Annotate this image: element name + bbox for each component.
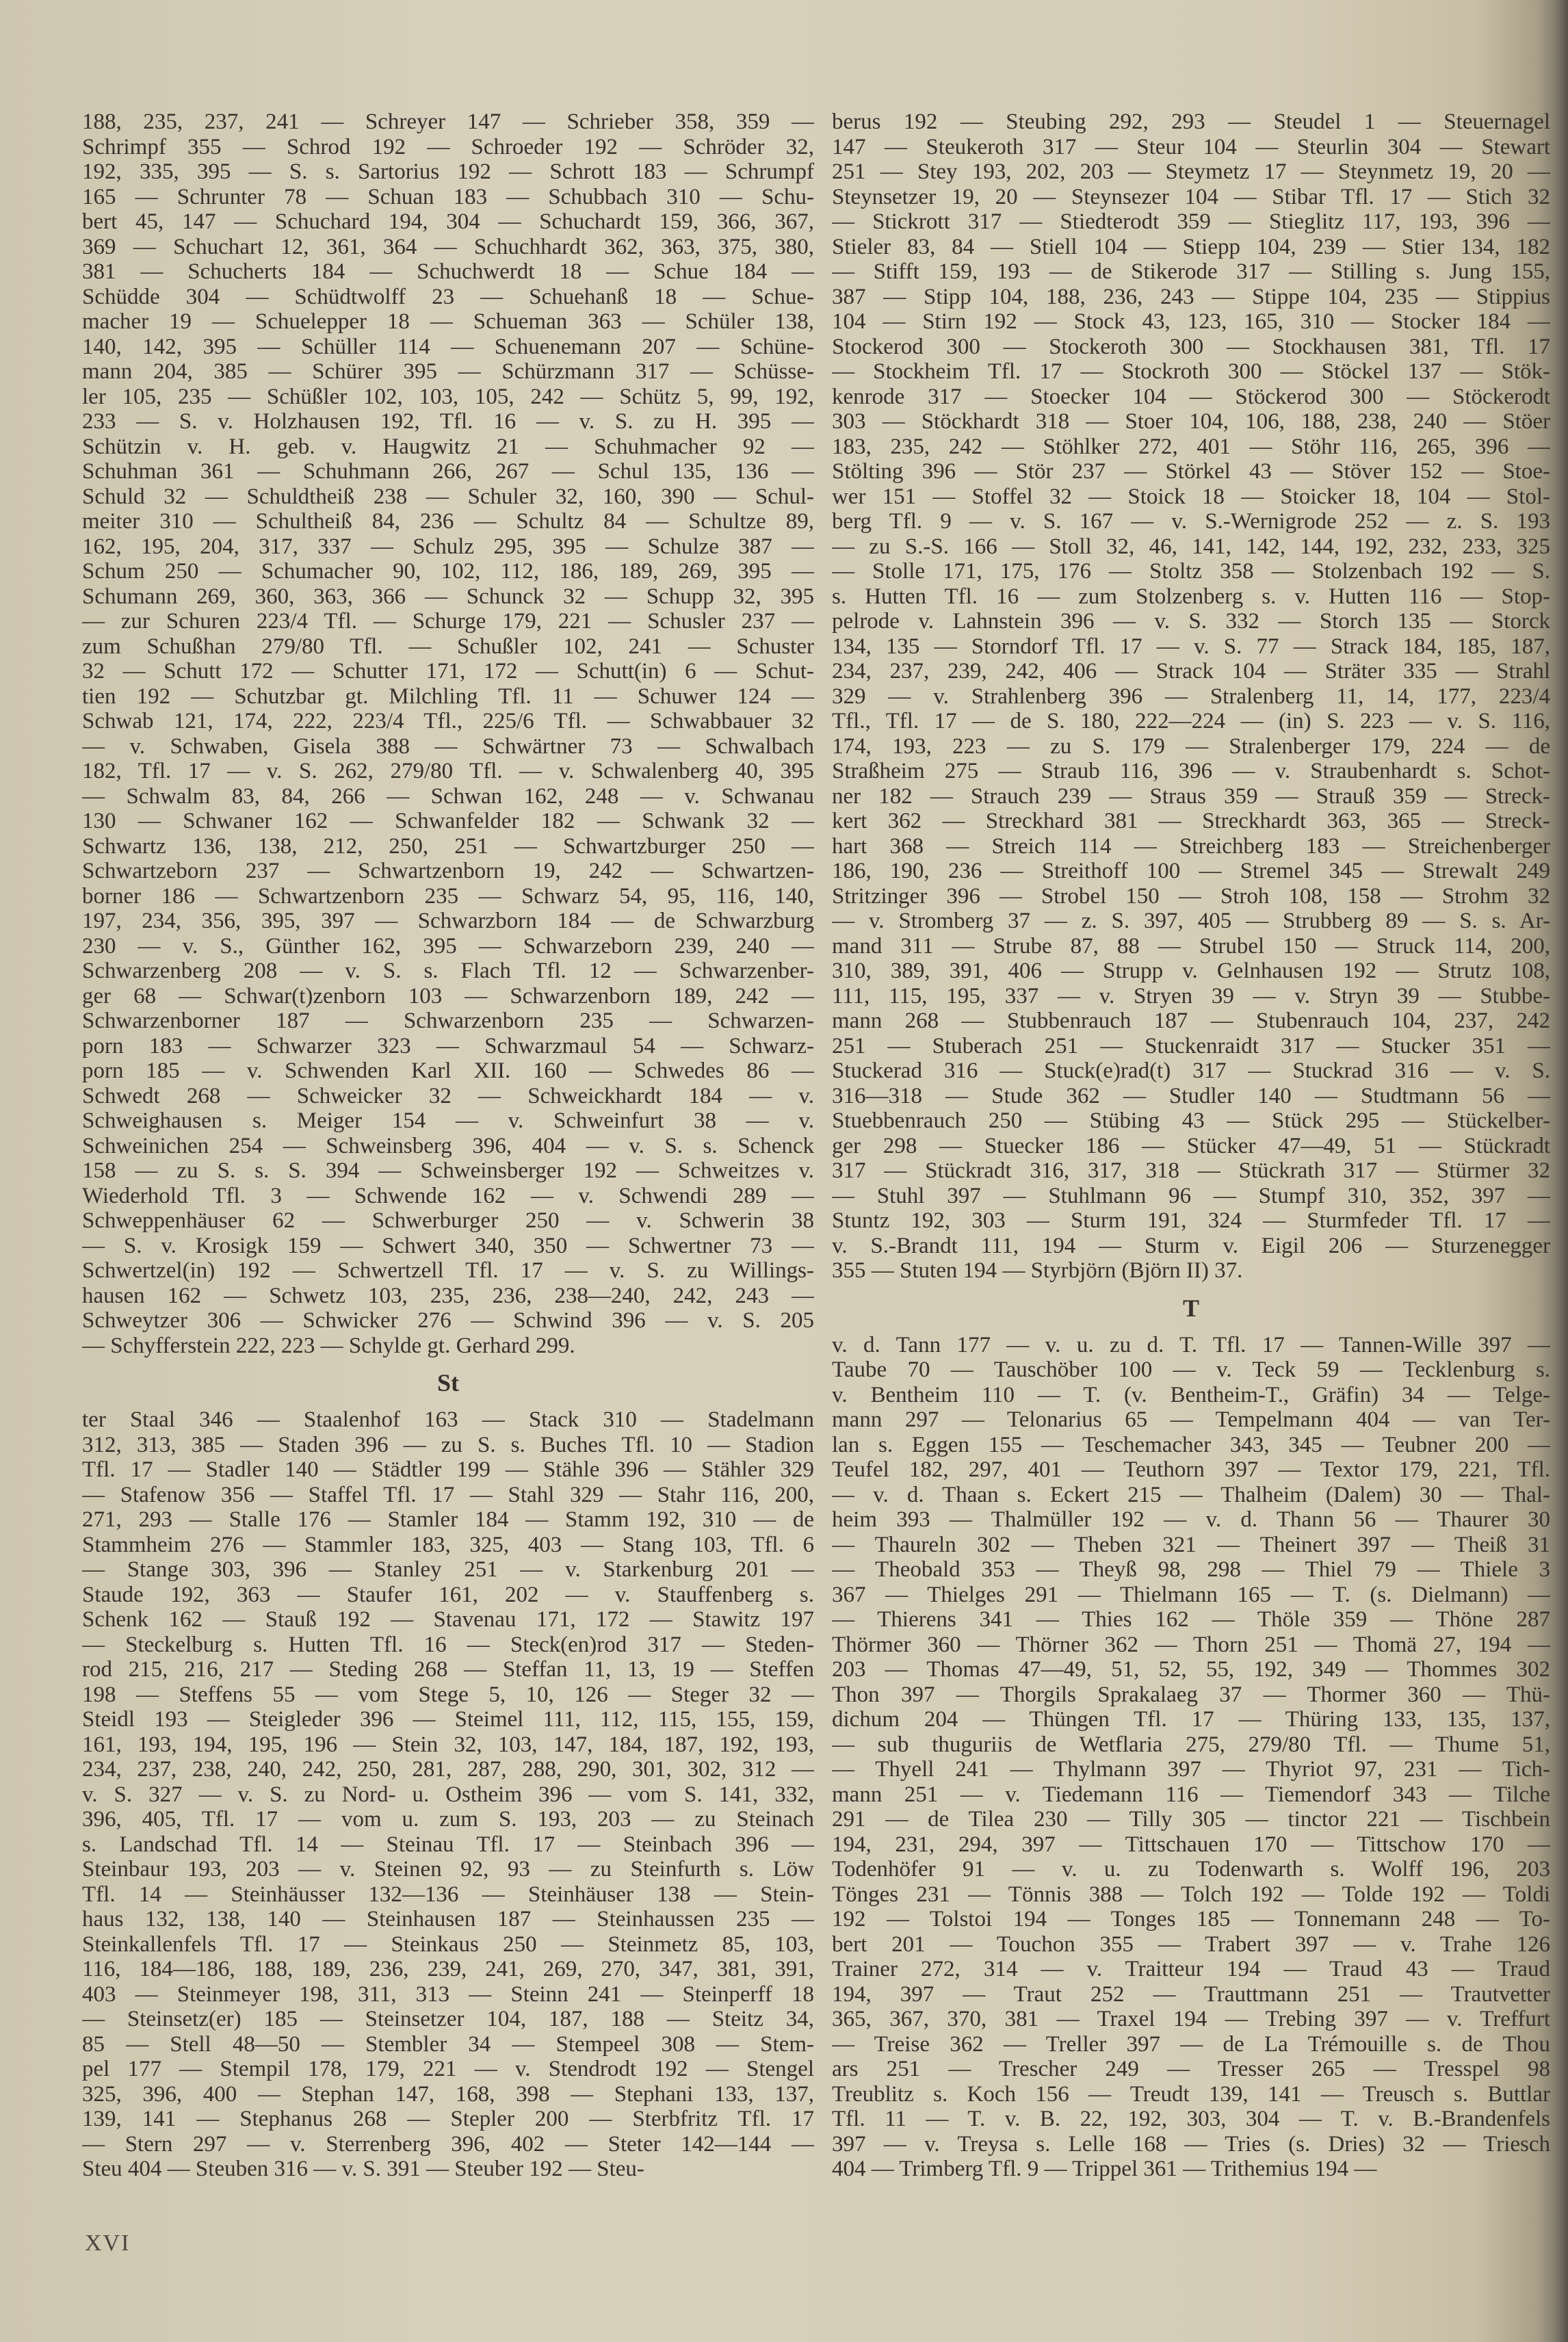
index-line: 147 — Steukeroth 317 — Steur 104 — Steurlin 304 — Stewart	[832, 134, 1550, 159]
index-line: 182, Tfl. 17 — v. S. 262, 279/80 Tfl. — v. Schwalenberg 40, 395	[82, 759, 814, 783]
index-line: Stieler 83, 84 — Stiell 104 — Stiepp 104, 239 — Stier 134, 182	[832, 234, 1550, 259]
index-line: — zu S.-S. 166 — Stoll 32, 46, 141, 142, 144, 192, 232, 233, 325	[832, 534, 1550, 559]
index-line: — Treise 362 — Treller 397 — de La Trémouille s. de Thou	[832, 2031, 1550, 2057]
index-line: Schwertzel(in) 192 — Schwertzell Tfl. 17 — v. S. zu Willings-	[82, 1258, 814, 1283]
index-line: ter Staal 346 — Staalenhof 163 — Stack 310 — Stadelmann	[82, 1407, 814, 1432]
index-line: bert 45, 147 — Schuchard 194, 304 — Schuchardt 159, 366, 367,	[82, 209, 814, 234]
index-line: Taube 70 — Tauschöber 100 — v. Teck 59 — Tecklenburg s.	[832, 1357, 1550, 1382]
index-line: — Stern 297 — v. Sterrenberg 396, 402 — Steter 142—144 —	[82, 2131, 814, 2157]
index-line: — Schwalm 83, 84, 266 — Schwan 162, 248 — v. Schwanau	[82, 783, 814, 809]
index-line: ger 68 — Schwar(t)zenborn 103 — Schwarzenborn 189, 242 —	[82, 983, 814, 1009]
index-line: v. S.-Brandt 111, 194 — Sturm v. Eigil 206 — Sturzenegger	[832, 1233, 1550, 1258]
index-line: 404 — Trimberg Tfl. 9 — Trippel 361 — Trithemius 194 —	[832, 2157, 1377, 2181]
index-line: pelrode v. Lahnstein 396 — v. S. 332 — Storch 135 — Storck	[832, 609, 1550, 634]
index-line: — Thyell 241 — Thylmann 397 — Thyriot 97, 231 — Tich-	[832, 1757, 1550, 1782]
index-line: mand 311 — Strube 87, 88 — Strubel 150 — Struck 114, 200,	[832, 933, 1550, 959]
index-line: kert 362 — Streckhard 381 — Streckhardt 363, 365 — Streck-	[832, 809, 1550, 833]
index-line: Stölting 396 — Stör 237 — Störkel 43 — Stöver 152 — Stoe-	[832, 459, 1550, 484]
index-line: hart 368 — Streich 114 — Streichberg 183 — Streichenberger	[832, 833, 1550, 859]
index-line: 233 — S. v. Holzhausen 192, Tfl. 16 — v. S. zu H. 395 —	[82, 409, 814, 434]
index-line: 329 — v. Strahlenberg 396 — Stralenberg 11, 14, 177, 223/4	[832, 684, 1550, 709]
index-line: tien 192 — Schutzbar gt. Milchling Tfl. 11 — Schuwer 124 —	[82, 684, 814, 709]
index-line: 165 — Schrunter 78 — Schuan 183 — Schubbach 310 — Schu-	[82, 184, 814, 209]
index-line: Stuebbenrauch 250 — Stübing 43 — Stück 295 — Stückelber-	[832, 1108, 1550, 1133]
index-line: mann 268 — Stubbenrauch 187 — Stubenrauch 104, 237, 242	[832, 1009, 1550, 1033]
index-line: 174, 193, 223 — zu S. 179 — Stralenberger 179, 224 — de	[832, 733, 1550, 759]
index-line: berg Tfl. 9 — v. S. 167 — v. S.-Wernigrode 252 — z. S. 193	[832, 509, 1550, 534]
index-line: — Stafenow 356 — Staffel Tfl. 17 — Stahl 329 — Stahr 116, 200,	[82, 1482, 814, 1507]
index-line: 32 — Schutt 172 — Schutter 171, 172 — Schutt(in) 6 — Schut-	[82, 659, 814, 684]
index-line: Schweppenhäuser 62 — Schwerburger 250 — v. Schwerin 38	[82, 1208, 814, 1233]
index-line: — Stockheim Tfl. 17 — Stockroth 300 — Stöckel 137 — Stök-	[832, 359, 1550, 384]
index-line: 381 — Schucherts 184 — Schuchwerdt 18 — Schue 184 —	[82, 259, 814, 284]
index-line: 365, 367, 370, 381 — Traxel 194 — Trebing 397 — v. Treffurt	[832, 2007, 1550, 2031]
index-line: berus 192 — Steubing 292, 293 — Steudel 1 — Steuernagel	[832, 109, 1550, 134]
index-line: Schwartzeborn 237 — Schwartzenborn 19, 242 — Schwartzen-	[82, 859, 814, 883]
index-line: Staude 192, 363 — Staufer 161, 202 — v. Stauffenberg s.	[82, 1582, 814, 1607]
index-line: 186, 190, 236 — Streithoff 100 — Stremel 345 — Strewalt 249	[832, 859, 1550, 883]
index-line: 198 — Steffens 55 — vom Stege 5, 10, 126 — Steger 32 —	[82, 1682, 814, 1707]
index-block-t	[832, 1333, 1550, 2182]
index-line: Schweinichen 254 — Schweinsberg 396, 404 — v. S. s. Schenck	[82, 1133, 814, 1158]
index-line: s. Landschad Tfl. 14 — Steinau Tfl. 17 — Steinbach 396 —	[82, 1832, 814, 1857]
index-line: heim 393 — Thalmüller 192 — v. d. Thann 56 — Thaurer 30	[832, 1507, 1550, 1532]
left-column	[82, 109, 814, 2182]
index-line: 192, 335, 395 — S. s. Sartorius 192 — Schrott 183 — Schrumpf	[82, 159, 814, 184]
index-line: 192 — Tolstoi 194 — Tonges 185 — Tonnemann 248 — To-	[832, 1907, 1550, 1931]
index-block-st	[82, 1407, 814, 2182]
index-line: Schweighausen s. Meiger 154 — v. Schweinfurt 38 — v.	[82, 1108, 814, 1133]
index-line: — sub thuguriis de Wetflaria 275, 279/80 Tfl. — Thume 51,	[832, 1732, 1550, 1757]
section-heading-st: St	[436, 1369, 459, 1396]
index-line: 197, 234, 356, 395, 397 — Schwarzborn 184 — de Schwarzburg	[82, 909, 814, 933]
index-line: 161, 193, 194, 195, 196 — Stein 32, 103, 147, 184, 187, 192, 193,	[82, 1732, 814, 1757]
index-line: Tfl. 14 — Steinhäusser 132—136 — Steinhäuser 138 — Stein-	[82, 1882, 814, 1907]
page-number: XVI	[85, 2230, 131, 2256]
index-line: — v. Schwaben, Gisela 388 — Schwärtner 73 — Schwalbach	[82, 733, 814, 759]
index-line: 312, 313, 385 — Staden 396 — zu S. s. Buches Tfl. 10 — Stadion	[82, 1432, 814, 1457]
index-line: Schweytzer 306 — Schwicker 276 — Schwind 396 — v. S. 205	[82, 1308, 814, 1333]
index-line: Steidl 193 — Steigleder 396 — Steimel 111, 112, 115, 155, 159,	[82, 1707, 814, 1732]
index-line: 317 — Stückradt 316, 317, 318 — Stückrath 317 — Stürmer 32	[832, 1158, 1550, 1183]
index-line: Schumann 269, 360, 363, 366 — Schunck 32 — Schupp 32, 395	[82, 584, 814, 609]
index-line: wer 151 — Stoffel 32 — Stoick 18 — Stoicker 18, 104 — Stol-	[832, 484, 1550, 509]
index-line: — Steinsetz(er) 185 — Steinsetzer 104, 187, 188 — Steitz 34,	[82, 2007, 814, 2031]
index-line: Tfl., Tfl. 17 — de S. 180, 222—224 — (in) S. 223 — v. S. 116,	[832, 709, 1550, 733]
index-line: 355 — Stuten 194 — Styrbjörn (Björn II) 37.	[832, 1258, 1243, 1283]
index-line: 316—318 — Stude 362 — Studler 140 — Studtmann 56 —	[832, 1083, 1550, 1108]
index-line: ars 251 — Trescher 249 — Tresser 265 — Tresspel 98	[832, 2057, 1550, 2081]
index-line: Schwedt 268 — Schweicker 32 — Schweickhardt 184 — v.	[82, 1083, 814, 1108]
index-line: v. d. Tann 177 — v. u. zu d. T. Tfl. 17 — Tannen-Wille 397 —	[832, 1332, 1550, 1357]
index-line: Trainer 272, 314 — v. Traitteur 194 — Traud 43 — Traud	[832, 1957, 1550, 1981]
index-line: bert 201 — Touchon 355 — Trabert 397 — v. Trahe 126	[832, 1931, 1550, 1957]
index-line: 403 — Steinmeyer 198, 311, 313 — Steinn 241 — Steinperff 18	[82, 1981, 814, 2007]
index-line: kenrode 317 — Stoecker 104 — Stöckerod 300 — Stöckerodt	[832, 384, 1550, 409]
index-line: — Stickrott 317 — Stiedterodt 359 — Stieglitz 117, 193, 396 —	[832, 209, 1550, 234]
index-line: Schwab 121, 174, 222, 223/4 Tfl., 225/6 Tfl. — Schwabbauer 32	[82, 709, 814, 733]
section-heading-t: T	[1182, 1294, 1199, 1322]
index-line: — Steckelburg s. Hutten Tfl. 16 — Steck(en)rod 317 — Steden-	[82, 1632, 814, 1657]
index-line: zum Schußhan 279/80 Tfl. — Schußler 102, 241 — Schuster	[82, 634, 814, 659]
index-line: — v. d. Thaan s. Eckert 215 — Thalheim (Dalem) 30 — Thal-	[832, 1482, 1550, 1507]
index-line: pel 177 — Stempil 178, 179, 221 — v. Stendrodt 192 — Stengel	[82, 2057, 814, 2081]
index-line: Steinbaur 193, 203 — v. Steinen 92, 93 — zu Steinfurth s. Löw	[82, 1857, 814, 1882]
index-line: Straßheim 275 — Straub 116, 396 — v. Straubenhardt s. Schot-	[832, 759, 1550, 783]
index-line: s. Hutten Tfl. 16 — zum Stolzenberg s. v. Hutten 116 — Stop-	[832, 584, 1550, 609]
index-line: 134, 135 — Storndorf Tfl. 17 — v. S. 77 — Strack 184, 185, 187,	[832, 634, 1550, 659]
index-line: macher 19 — Schuelepper 18 — Schueman 363 — Schüler 138,	[82, 309, 814, 334]
index-line: Thon 397 — Thorgils Sprakalaeg 37 — Thormer 360 — Thü-	[832, 1682, 1550, 1707]
index-line: Stockerod 300 — Stockeroth 300 — Stockhausen 381, Tfl. 17	[832, 334, 1550, 359]
index-line: — Stuhl 397 — Stuhlmann 96 — Stumpf 310, 352, 397 —	[832, 1183, 1550, 1208]
index-line: ner 182 — Strauch 239 — Straus 359 — Strauß 359 — Streck-	[832, 783, 1550, 809]
index-line: 139, 141 — Stephanus 268 — Stepler 200 — Sterbfritz Tfl. 17	[82, 2107, 814, 2131]
index-line: 369 — Schuchart 12, 361, 364 — Schuchhardt 362, 363, 375, 380,	[82, 234, 814, 259]
index-line: — Schyfferstein 222, 223 — Schylde gt. Gerhard 299.	[82, 1333, 575, 1358]
index-line: — Stange 303, 396 — Stanley 251 — v. Starkenburg 201 —	[82, 1557, 814, 1582]
index-line: Schenk 162 — Stauß 192 — Stavenau 171, 172 — Stawitz 197	[82, 1607, 814, 1632]
index-line: ger 298 — Stuecker 186 — Stücker 47—49, 51 — Stückradt	[832, 1133, 1550, 1158]
right-column	[832, 109, 1550, 2182]
index-line: 291 — de Tilea 230 — Tilly 305 — tinctor 221 — Tischbein	[832, 1807, 1550, 1832]
index-block-st-continued	[832, 109, 1550, 1284]
index-line: v. Bentheim 110 — T. (v. Bentheim-T., Gräfin) 34 — Telge-	[832, 1382, 1550, 1407]
index-line: haus 132, 138, 140 — Steinhausen 187 — Steinhaussen 235 —	[82, 1907, 814, 1931]
index-line: 367 — Thielges 291 — Thielmann 165 — T. (s. Dielmann) —	[832, 1582, 1550, 1607]
index-line: 188, 235, 237, 241 — Schreyer 147 — Schrieber 358, 359 —	[82, 109, 814, 134]
index-line: — S. v. Krosigk 159 — Schwert 340, 350 — Schwertner 73 —	[82, 1233, 814, 1258]
index-line: 203 — Thomas 47—49, 51, 52, 55, 192, 349 — Thommes 302	[832, 1657, 1550, 1682]
index-line: — v. Stromberg 37 — z. S. 397, 405 — Strubberg 89 — S. s. Ar-	[832, 909, 1550, 933]
index-line: 104 — Stirn 192 — Stock 43, 123, 165, 310 — Stocker 184 —	[832, 309, 1550, 334]
index-line: hausen 162 — Schwetz 103, 235, 236, 238—240, 242, 243 —	[82, 1283, 814, 1308]
index-line: Wiederhold Tfl. 3 — Schwende 162 — v. Schwendi 289 —	[82, 1183, 814, 1208]
index-line: 234, 237, 239, 242, 406 — Strack 104 — Sträter 335 — Strahl	[832, 659, 1550, 684]
index-line: — Thierens 341 — Thies 162 — Thöle 359 — Thöne 287	[832, 1607, 1550, 1632]
index-line: rod 215, 216, 217 — Steding 268 — Steffan 11, 13, 19 — Steffen	[82, 1657, 814, 1682]
index-line: mann 251 — v. Tiedemann 116 — Tiemendorf 343 — Tilche	[832, 1782, 1550, 1807]
index-line: Stuckerad 316 — Stuck(e)rad(t) 317 — Stuckrad 316 — v. S.	[832, 1058, 1550, 1083]
index-line: — Stifft 159, 193 — de Stikerode 317 — Stilling s. Jung 155,	[832, 259, 1550, 284]
index-line: dichum 204 — Thüngen Tfl. 17 — Thüring 133, 135, 137,	[832, 1707, 1550, 1732]
index-line: 183, 235, 242 — Stöhlker 272, 401 — Stöhr 116, 265, 396 —	[832, 434, 1550, 459]
index-line: 396, 405, Tfl. 17 — vom u. zum S. 193, 203 — zu Steinach	[82, 1807, 814, 1832]
index-line: 251 — Stey 193, 202, 203 — Steymetz 17 — Steynmetz 19, 20 —	[832, 159, 1550, 184]
index-line: Stritzinger 396 — Strobel 150 — Stroh 108, 158 — Strohm 32	[832, 883, 1550, 909]
index-line: Schuld 32 — Schuldtheiß 238 — Schuler 32, 160, 390 — Schul-	[82, 484, 814, 509]
index-line: Todenhöfer 91 — v. u. zu Todenwarth s. Wolff 196, 203	[832, 1857, 1550, 1882]
index-line: 162, 195, 204, 317, 337 — Schulz 295, 395 — Schulze 387 —	[82, 534, 814, 559]
index-line: lan s. Eggen 155 — Teschemacher 343, 345 — Teubner 200 —	[832, 1432, 1550, 1457]
book-page-edge	[1553, 0, 1568, 2342]
index-line: Tönges 231 — Tönnis 388 — Tolch 192 — Tolde 192 — Toldi	[832, 1882, 1550, 1907]
index-line: 140, 142, 395 — Schüller 114 — Schuenemann 207 — Schüne-	[82, 334, 814, 359]
index-line: Schüdde 304 — Schüdtwolff 23 — Schuehanß 18 — Schue-	[82, 284, 814, 309]
index-line: Steinkallenfels Tfl. 17 — Steinkaus 250 — Steinmetz 85, 103,	[82, 1931, 814, 1957]
index-line: 111, 115, 195, 337 — v. Stryen 39 — v. Stryn 39 — Stubbe-	[832, 983, 1550, 1009]
index-line: 116, 184—186, 188, 189, 236, 239, 241, 269, 270, 347, 381, 391,	[82, 1957, 814, 1981]
index-line: 325, 396, 400 — Stephan 147, 168, 398 — Stephani 133, 137,	[82, 2081, 814, 2107]
index-line: mann 204, 385 — Schürer 395 — Schürzmann 317 — Schüsse-	[82, 359, 814, 384]
index-line: Stammheim 276 — Stammler 183, 325, 403 — Stang 103, Tfl. 6	[82, 1532, 814, 1557]
index-line: Schwarzenborner 187 — Schwarzenborn 235 — Schwarzen-	[82, 1009, 814, 1033]
index-line: Stuntz 192, 303 — Sturm 191, 324 — Sturmfeder Tfl. 17 —	[832, 1208, 1550, 1233]
index-line: mann 297 — Telonarius 65 — Tempelmann 404 — van Ter-	[832, 1407, 1550, 1432]
index-block-sch-schw	[82, 109, 814, 1358]
index-line: Tfl. 11 — T. v. B. 22, 192, 303, 304 — T. v. B.-Brandenfels	[832, 2107, 1550, 2131]
index-line: — Thaureln 302 — Theben 321 — Theinert 397 — Theiß 31	[832, 1532, 1550, 1557]
index-line: 230 — v. S., Günther 162, 395 — Schwarzeborn 239, 240 —	[82, 933, 814, 959]
index-line: 310, 389, 391, 406 — Strupp v. Gelnhausen 192 — Strutz 108,	[832, 959, 1550, 983]
index-line: Schrimpf 355 — Schrod 192 — Schroeder 192 — Schröder 32,	[82, 134, 814, 159]
index-line: — zur Schuren 223/4 Tfl. — Schurge 179, 221 — Schusler 237 —	[82, 609, 814, 634]
index-line: Tfl. 17 — Stadler 140 — Städtler 199 — Stähle 396 — Stähler 329	[82, 1457, 814, 1482]
index-line: Schum 250 — Schumacher 90, 102, 112, 186, 189, 269, 395 —	[82, 559, 814, 584]
index-line: Treublitz s. Koch 156 — Treudt 139, 141 — Treusch s. Buttlar	[832, 2081, 1550, 2107]
index-line: meiter 310 — Schultheiß 84, 236 — Schultz 84 — Schultze 89,	[82, 509, 814, 534]
index-line: Thörmer 360 — Thörner 362 — Thorn 251 — Thomä 27, 194 —	[832, 1632, 1550, 1657]
index-line: ler 105, 235 — Schüßler 102, 103, 105, 242 — Schütz 5, 99, 192,	[82, 384, 814, 409]
index-line: 194, 397 — Traut 252 — Trauttmann 251 — Trautvetter	[832, 1981, 1550, 2007]
index-line: — Theobald 353 — Theyß 98, 298 — Thiel 79 — Thiele 3	[832, 1557, 1550, 1582]
index-line: — Stolle 171, 175, 176 — Stoltz 358 — Stolzenbach 192 — S.	[832, 559, 1550, 584]
index-line: Teufel 182, 297, 401 — Teuthorn 397 — Textor 179, 221, Tfl.	[832, 1457, 1550, 1482]
index-line: 303 — Stöckhardt 318 — Stoer 104, 106, 188, 238, 240 — Stöer	[832, 409, 1550, 434]
index-line: porn 183 — Schwarzer 323 — Schwarzmaul 54 — Schwarz-	[82, 1033, 814, 1058]
index-line: 85 — Stell 48—50 — Stembler 34 — Stempeel 308 — Stem-	[82, 2031, 814, 2057]
index-line: Steu 404 — Steuben 316 — v. S. 391 — Steuber 192 — Steu-	[82, 2157, 644, 2181]
index-line: Steynsetzer 19, 20 — Steynsezer 104 — Stibar Tfl. 17 — Stich 32	[832, 184, 1550, 209]
index-line: 387 — Stipp 104, 188, 236, 243 — Stippe 104, 235 — Stippius	[832, 284, 1550, 309]
index-line: v. S. 327 — v. S. zu Nord- u. Ostheim 396 — vom S. 141, 332,	[82, 1782, 814, 1807]
index-line: porn 185 — v. Schwenden Karl XII. 160 — Schwedes 86 —	[82, 1058, 814, 1083]
index-line: 397 — v. Treysa s. Lelle 168 — Tries (s. Dries) 32 — Triesch	[832, 2131, 1550, 2157]
index-line: 251 — Stuberach 251 — Stuckenraidt 317 — Stucker 351 —	[832, 1033, 1550, 1058]
index-line: borner 186 — Schwartzenborn 235 — Schwarz 54, 95, 116, 140,	[82, 883, 814, 909]
index-line: 158 — zu S. s. S. 394 — Schweinsberger 192 — Schweitzes v.	[82, 1158, 814, 1183]
index-line: 271, 293 — Stalle 176 — Stamler 184 — Stamm 192, 310 — de	[82, 1507, 814, 1532]
index-line: Schwartz 136, 138, 212, 250, 251 — Schwartzburger 250 —	[82, 833, 814, 859]
index-line: 194, 231, 294, 397 — Tittschauen 170 — Tittschow 170 —	[832, 1832, 1550, 1857]
index-line: 234, 237, 238, 240, 242, 250, 281, 287, 288, 290, 301, 302, 312 —	[82, 1757, 814, 1782]
index-line: Schützin v. H. geb. v. Haugwitz 21 — Schuhmacher 92 —	[82, 434, 814, 459]
index-line: Schuhman 361 — Schuhmann 266, 267 — Schul 135, 136 —	[82, 459, 814, 484]
index-line: Schwarzenberg 208 — v. S. s. Flach Tfl. 12 — Schwarzenber-	[82, 959, 814, 983]
index-line: 130 — Schwaner 162 — Schwanfelder 182 — Schwank 32 —	[82, 809, 814, 833]
